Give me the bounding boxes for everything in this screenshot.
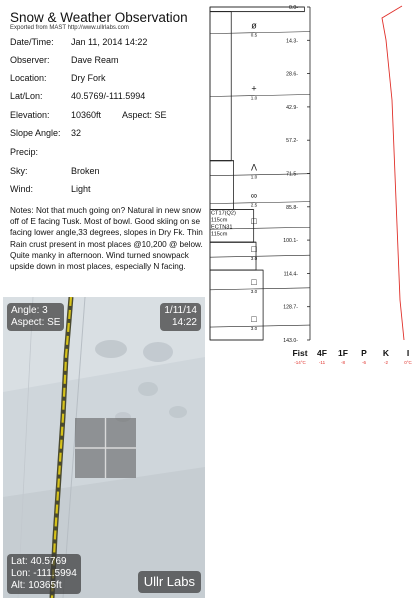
grain-size-label: 2.5 xyxy=(250,202,258,208)
temperature-scale-label: 0°C xyxy=(404,360,412,365)
location-value: Dry Fork xyxy=(71,73,106,83)
depth-tick-label: 71.5- xyxy=(286,171,298,178)
photo-date: 1/11/14 xyxy=(164,305,197,316)
hardness-scale-label: 1F xyxy=(338,348,348,358)
elevation-value: 10360ft xyxy=(71,110,102,120)
photo-lon: Lon: -111.5994 xyxy=(11,568,77,579)
grain-row-divider xyxy=(210,32,310,34)
observer-label: Observer: xyxy=(10,55,50,65)
temperature-scale-label: -11 xyxy=(318,360,326,365)
grain-size-label: 3.0 xyxy=(250,256,258,262)
observation-notes: Notes: Not that much going on? Natural in new snow off of E facing Tusk. Most of bowl. Good skiing on se facing lower angle,33 degrees, slopes in Dry Fk. Thin Rain crust present in most places @10,200 @ below. Quite manky in afternoon. Wind turned snowpack upside down in most places, especially N facing. xyxy=(10,206,203,272)
aspect-readout: Aspect: SE xyxy=(11,317,61,328)
grain-row-divider xyxy=(210,325,310,327)
wind-value: Light xyxy=(71,184,91,194)
grain-row-divider xyxy=(210,95,310,97)
hardness-layer-bar xyxy=(210,161,234,210)
photo-lat: Lat: 40.5769 xyxy=(11,556,67,567)
grain-type-symbol: □ xyxy=(251,314,257,325)
temperature-scale-label: -8 xyxy=(340,360,346,365)
grain-type-symbol: + xyxy=(251,83,257,94)
slope-label: Slope Angle: xyxy=(10,128,61,138)
temperature-profile-line xyxy=(382,6,404,340)
datetime-label: Date/Time: xyxy=(10,37,54,47)
stability-test-1: CT17(Q2) xyxy=(211,210,236,217)
grain-row-divider xyxy=(210,288,310,290)
export-source: Exported from MAST http://www.ullrlabs.com xyxy=(10,25,129,31)
temperature-scale-label: -14°C xyxy=(294,360,306,365)
depth-tick-label: 85.8- xyxy=(286,204,298,211)
photo-alt: Alt: 10365ft xyxy=(11,580,62,591)
grain-size-label: 0.5 xyxy=(250,32,258,38)
grain-type-symbol: Λ xyxy=(250,162,258,173)
depth-tick-label: 57.2- xyxy=(286,138,298,145)
grain-type-symbol: □ xyxy=(251,216,257,227)
depth-tick-label: 28.6- xyxy=(286,71,298,78)
brand-logo: Ullr Labs xyxy=(138,571,201,593)
grain-size-label: 1.0 xyxy=(250,95,258,101)
grain-size-label: 1.0 xyxy=(250,174,258,180)
grain-size-label: 3.0 xyxy=(250,288,258,294)
latlon-value: 40.5769/-111.5994 xyxy=(71,91,146,101)
precip-label: Precip: xyxy=(10,147,39,157)
elevation-label: Elevation: xyxy=(10,110,50,120)
location-label: Location: xyxy=(10,73,47,83)
temperature-scale-label: -2 xyxy=(383,360,389,365)
datetime-value: Jan 11, 2014 14:22 xyxy=(71,37,148,47)
slope-value: 32 xyxy=(71,128,82,138)
stability-test-2-depth: 115cm xyxy=(211,231,228,238)
sky-label: Sky: xyxy=(10,166,28,176)
hardness-scale-label: 4F xyxy=(317,348,327,358)
grain-size-label: 3.0 xyxy=(250,326,258,332)
depth-tick-label: 128.7- xyxy=(283,304,298,311)
angle-readout: Angle: 3 xyxy=(11,305,48,316)
hardness-scale-label: Fist xyxy=(292,348,308,358)
observer-value: Dave Ream xyxy=(71,55,119,65)
depth-tick-label: 143.0- xyxy=(283,338,298,344)
stability-test-2: ECTN31 xyxy=(211,224,233,231)
grain-type-symbol: □ xyxy=(251,244,257,255)
aspect-value: Aspect: SE xyxy=(122,110,167,120)
depth-tick-label: 114.4- xyxy=(283,271,298,278)
hardness-scale-label: I xyxy=(406,348,410,358)
depth-tick-label: 100.1- xyxy=(283,238,298,245)
depth-tick-label: 42.9- xyxy=(286,104,298,111)
grain-type-symbol: ∞ xyxy=(250,190,258,201)
sky-value: Broken xyxy=(71,166,100,176)
grain-type-symbol: ø xyxy=(251,20,257,31)
page-title: Snow & Weather Observation xyxy=(10,10,188,25)
hardness-scale-label: P xyxy=(361,348,367,358)
depth-tick-label: 14.3- xyxy=(286,38,298,45)
hardness-layer-bar xyxy=(210,12,231,161)
temperature-scale-label: -6 xyxy=(361,360,367,365)
grain-row-divider xyxy=(210,255,310,257)
grain-type-symbol: □ xyxy=(251,276,257,287)
wind-label: Wind: xyxy=(10,184,34,194)
photo-time: 14:22 xyxy=(171,317,197,328)
stability-test-1-depth: 115cm xyxy=(211,217,228,224)
latlon-label: Lat/Lon: xyxy=(10,91,43,101)
grain-row-divider xyxy=(210,202,310,204)
hardness-scale-label: K xyxy=(382,348,390,358)
depth-tick-label: 0.0- xyxy=(289,5,298,11)
